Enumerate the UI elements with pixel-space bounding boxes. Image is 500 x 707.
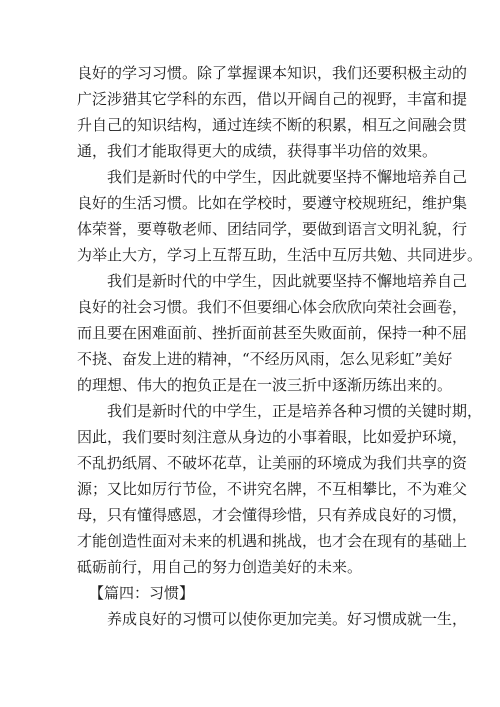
text-line: 而且要在困难面前、挫折面前甚至失败面前，保持一种不屈 — [77, 324, 468, 342]
text-line: 不乱扔纸屑、不破坏花草，让美丽的环境成为我们共享的资 — [77, 454, 468, 472]
text-line: 不挠、奋发上进的精神，“不经历风雨，怎么见彩虹”美好 — [77, 350, 453, 368]
text-line: 通，我们才能取得更大的成绩，获得事半功倍的效果。 — [77, 142, 438, 160]
document-body — [77, 60, 483, 632]
paragraph-first-line: 我们是新时代的中学生，正是培养各种习惯的关键时期， — [107, 402, 483, 420]
text-line: 良好的学习习惯。除了掌握课本知识，我们还要积极主动的 — [77, 64, 468, 82]
text-line: 源；又比如厉行节俭，不讲究名牌，不互相攀比，不为难父 — [77, 480, 468, 498]
text-line: 母，只有懂得感恩，才会懂得珍惜，只有养成良好的习惯， — [77, 506, 468, 524]
paragraph-first-line: 我们是新时代的中学生，因此就要坚持不懈地培养自己 — [107, 272, 468, 290]
text-line: 为举止大方，学习上互帮互助，生活中互厉共勉、共同进步。 — [77, 246, 483, 264]
section-heading: 【篇四：习惯】 — [89, 584, 195, 602]
text-line: 升自己的知识结构，通过连续不断的积累，相互之间融会贯 — [77, 116, 468, 134]
text-line: 砥砺前行，用自己的努力创造美好的未来。 — [77, 558, 363, 576]
text-line: 良好的生活习惯。比如在学校时，要遵守校规班纪，维护集 — [77, 194, 468, 212]
paragraph-first-line: 我们是新时代的中学生，因此就要坚持不懈地培养自己 — [107, 168, 468, 186]
text-line: 才能创造性面对未来的机遇和挑战，也才会在现有的基础上 — [77, 532, 468, 550]
paragraph-first-line: 养成良好的习惯可以使你更加完美。好习惯成就一生， — [107, 610, 468, 628]
text-line: 良好的社会习惯。我们不但要细心体会欣欣向荣社会画卷， — [77, 298, 468, 316]
text-line: 的理想、伟大的抱负正是在一波三折中逐渐历练出来的。 — [77, 376, 453, 394]
text-line: 体荣誉，要尊敬老师、团结同学，要做到语言文明礼貌，行 — [77, 220, 468, 238]
text-line: 广泛涉猎其它学科的东西，借以开阔自己的视野，丰富和提 — [77, 90, 468, 108]
text-line: 因此，我们要时刻注意从身边的小事着眼，比如爱护环境， — [77, 428, 468, 446]
